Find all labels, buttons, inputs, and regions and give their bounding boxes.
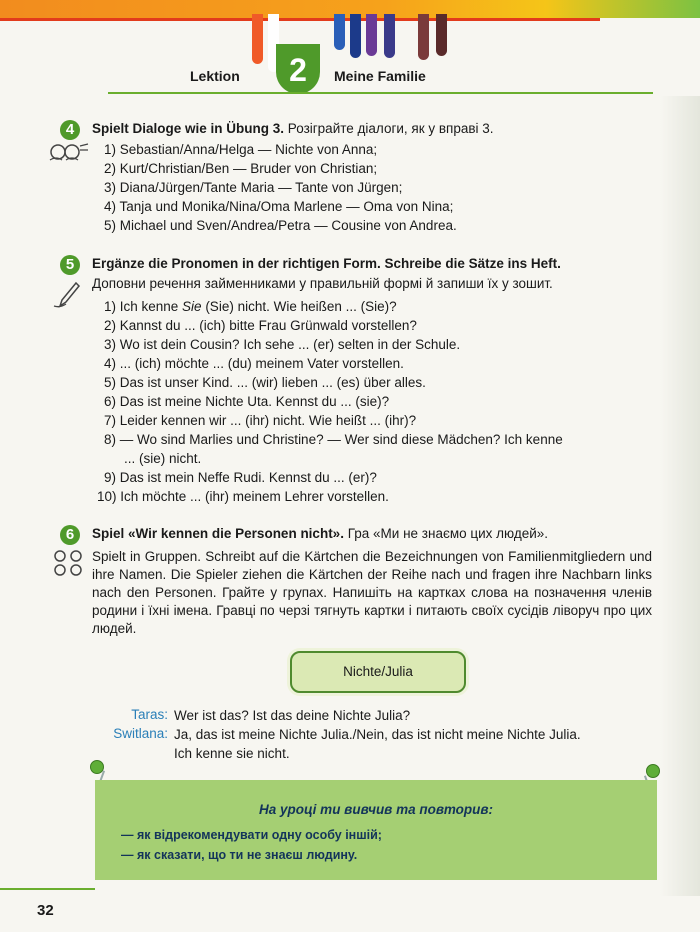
summary-box	[95, 780, 657, 880]
task5-item: 7) Leider kennen wir ... (ihr) nicht. Wie heißt ... (ihr)?	[104, 413, 417, 428]
task4-item: 4) Tanja und Monika/Nina/Oma Marlene — Oma von Nina;	[104, 199, 454, 214]
page-number: 32	[37, 902, 54, 919]
task5-item	[104, 298, 397, 316]
header-divider	[108, 92, 653, 94]
task4-item: 2) Kurt/Christian/Ben — Bruder von Christian;	[104, 161, 378, 176]
task6-title-de: Spiel «Wir kennen die Personen nicht».	[92, 526, 344, 541]
task-number-4: 4	[60, 120, 80, 140]
page-edge-shadow	[660, 96, 700, 896]
example-card: Nichte/Julia	[290, 651, 466, 693]
task6-title	[92, 526, 548, 541]
task-number-6: 6	[60, 525, 80, 545]
task5-item1-emphasis: Sie	[182, 299, 202, 314]
task-number-5: 5	[60, 255, 80, 275]
summary-item: — як сказати, що ти не знаєш людину.	[121, 848, 358, 862]
group-play-icon	[50, 548, 86, 578]
task4-item: 5) Michael und Sven/Andrea/Petra — Cousine von Andrea.	[104, 218, 457, 233]
speaker-label: Taras:	[131, 707, 168, 722]
top-accent-line	[0, 18, 600, 21]
lesson-number-badge: 2	[276, 44, 320, 94]
task5-item: 10) Ich möchte ... (ihr) meinem Lehrer vorstellen.	[97, 489, 389, 504]
summary-title: На уроці ти вивчив та повторив:	[258, 802, 494, 817]
task5-item1-pre: 1) Ich kenne	[104, 299, 183, 314]
footer-divider	[0, 888, 95, 890]
task4-item: 1) Sebastian/Anna/Helga — Nichte von Anna;	[104, 142, 378, 157]
dialog-line: Wer ist das? Ist das deine Nichte Julia?	[174, 708, 411, 723]
task6-instructions: Spielt in Gruppen. Schreibt auf die Kärtchen die Bezeichnungen von Familienmitgliedern und ihre Namen. Die Spieler ziehen die Kärtchen der Reihe nach und fragen ihre Nachbarn links nach den Personen. Грайте у групах. Напишіть на картках слова на позначення членів родини і їхні імена. Гравці по черзі тягнуть картки і питають своїх сусідів ліворуч про цих людей.	[92, 549, 652, 636]
task4-title-de: Spielt Dialoge wie in Übung 3.	[92, 121, 285, 136]
pin-icon	[90, 760, 104, 774]
task5-item: 9) Das ist mein Neffe Rudi. Kennst du ... (er)?	[104, 470, 377, 485]
pin-icon	[646, 764, 660, 778]
task5-title-uk: Доповни речення займенниками у правильній формі й запиши їх у зошит.	[92, 276, 553, 291]
task5-item: 4) ... (ich) möchte ... (du) meinem Vater vorstellen.	[104, 356, 404, 371]
lesson-title: Meine Familie	[334, 68, 426, 84]
task5-item: 8) — Wo sind Marlies und Christine? — Wer sind diese Mädchen? Ich kenne	[104, 432, 563, 447]
dialog-line: Ich kenne sie nicht.	[174, 746, 290, 761]
task5-item: 6) Das ist meine Nichte Uta. Kennst du ... (sie)?	[104, 394, 390, 409]
summary-item: — як відрекомендувати одну особу іншій;	[121, 828, 382, 842]
task6-title-uk: Гра «Ми не знаємо цих людей».	[347, 526, 549, 541]
task4-item: 3) Diana/Jürgen/Tante Maria — Tante von Jürgen;	[104, 180, 403, 195]
task5-item: 3) Wo ist dein Cousin? Ich sehe ... (er) selten in der Schule.	[104, 337, 461, 352]
task5-title-de: Ergänze die Pronomen in der richtigen Form. Schreibe die Sätze ins Heft.	[92, 256, 561, 271]
speaker-label: Switlana:	[113, 726, 168, 741]
task5-item: 5) Das ist unser Kind. ... (wir) lieben ... (es) über alles.	[104, 375, 426, 390]
task4-title	[92, 121, 494, 136]
dialog-line: Ja, das ist meine Nichte Julia./Nein, das ist nicht meine Nichte Julia.	[174, 727, 581, 742]
lesson-label: Lektion	[190, 68, 240, 84]
task5-item1-post: (Sie) nicht. Wie heißen ... (Sie)?	[201, 299, 397, 314]
writing-pen-icon	[52, 280, 82, 310]
pair-dialogue-icon	[46, 142, 90, 164]
task4-title-uk: Розіграйте діалоги, як у вправі 3.	[287, 121, 494, 136]
task5-item-continuation: ... (sie) nicht.	[124, 451, 202, 466]
task5-item: 2) Kannst du ... (ich) bitte Frau Grünwald vorstellen?	[104, 318, 417, 333]
